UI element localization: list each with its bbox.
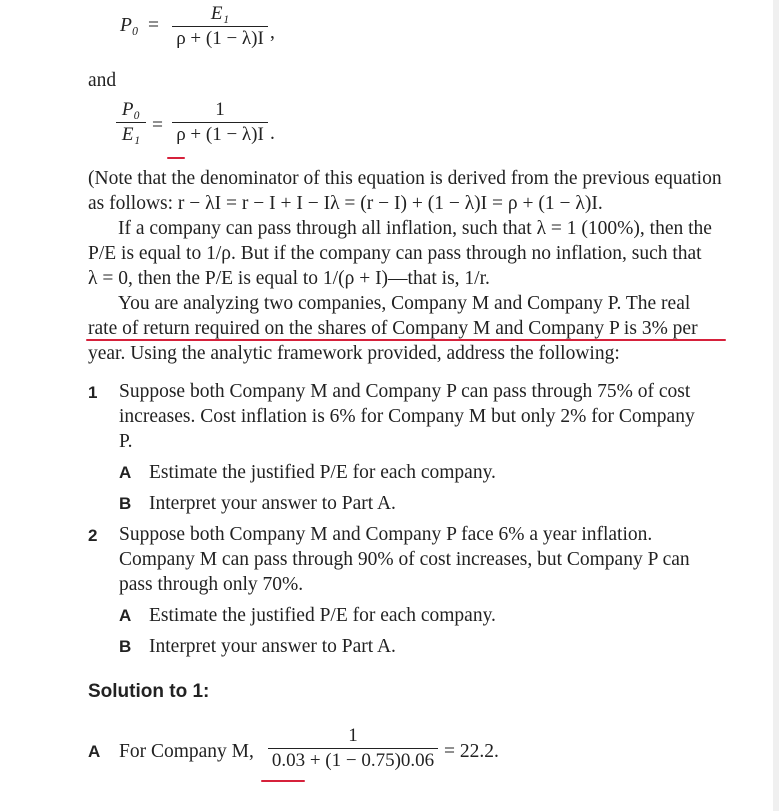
paragraph-line: You are analyzing two companies, Company M and Company P. The real	[118, 293, 691, 314]
question-line: P.	[119, 431, 133, 452]
eq2-lhs-fraction	[116, 99, 146, 146]
solution-denominator: 0.03 + (1 − 0.75)0.06	[271, 750, 435, 771]
eq1-equals: =	[148, 15, 159, 36]
question-line: Suppose both Company M and Company P face 6% a year inflation.	[119, 524, 653, 545]
eq2-period: .	[270, 123, 275, 144]
note-line: as follows: r − λI = r − I + I − Iλ = (r − I) + (1 − λ)I = ρ + (1 − λ)I.	[88, 193, 603, 214]
eq1-fraction	[172, 3, 268, 50]
question-line: pass through only 70%.	[119, 574, 304, 595]
left-margin	[0, 0, 64, 811]
eq1-numerator: E₁	[210, 3, 230, 24]
paragraph-line: rate of return required on the shares of Company M and Company P is 3% per	[88, 318, 698, 339]
eq2-numerator: 1	[215, 99, 225, 120]
solution-fraction	[268, 725, 438, 772]
question-line: increases. Cost inflation is 6% for Company M but only 2% for Company	[119, 406, 695, 427]
part-label: A	[119, 463, 132, 482]
connector-text: and	[88, 70, 117, 91]
part-label: B	[119, 494, 132, 513]
note-line: (Note that the denominator of this equation is derived from the previous equation	[88, 168, 722, 189]
part-label: A	[119, 606, 132, 625]
question-line: Company M can pass through 90% of cost increases, but Company P can	[119, 549, 690, 570]
part-text: Interpret your answer to Part A.	[149, 636, 396, 657]
eq1-comma: ,	[270, 22, 275, 43]
fraction-bar	[172, 26, 268, 27]
paragraph-line: P/E is equal to 1/ρ. But if the company can pass through no inflation, such that	[88, 243, 702, 264]
fraction-bar	[116, 122, 146, 123]
textbook-page	[64, 0, 779, 811]
paragraph-line: If a company can pass through all inflation, such that λ = 1 (100%), then the	[118, 218, 712, 239]
eq2-denominator: ρ + (1 − λ)I	[176, 124, 264, 145]
part-text: Estimate the justified P/E for each company.	[149, 462, 496, 483]
eq1-denominator: ρ + (1 − λ)I	[176, 28, 264, 49]
question-number: 2	[88, 526, 98, 545]
eq2-fraction	[172, 99, 268, 146]
solution-numerator: 1	[348, 725, 358, 746]
right-edge	[773, 0, 779, 811]
solution-result: = 22.2.	[444, 741, 499, 762]
annotation-underline	[167, 157, 185, 159]
eq2-lhs-numerator: P₀	[121, 99, 141, 120]
paragraph-line: λ = 0, then the P/E is equal to 1/(ρ + I)—that is, 1/r.	[88, 268, 490, 289]
eq1-lhs: P₀	[120, 15, 139, 36]
part-text: Interpret your answer to Part A.	[149, 493, 396, 514]
eq2-equals: =	[152, 115, 163, 136]
annotation-underline	[261, 780, 305, 782]
question-number: 1	[88, 383, 98, 402]
part-label: A	[88, 742, 101, 761]
eq2-lhs-denominator: E₁	[121, 124, 141, 145]
fraction-bar	[268, 748, 438, 749]
part-text: Estimate the justified P/E for each company.	[149, 605, 496, 626]
solution-heading: Solution to 1:	[88, 681, 210, 702]
question-line: Suppose both Company M and Company P can pass through 75% of cost	[119, 381, 691, 402]
solution-text: For Company M,	[119, 741, 254, 762]
fraction-bar	[172, 122, 268, 123]
part-label: B	[119, 637, 132, 656]
paragraph-line: year. Using the analytic framework provided, address the following:	[88, 343, 620, 364]
